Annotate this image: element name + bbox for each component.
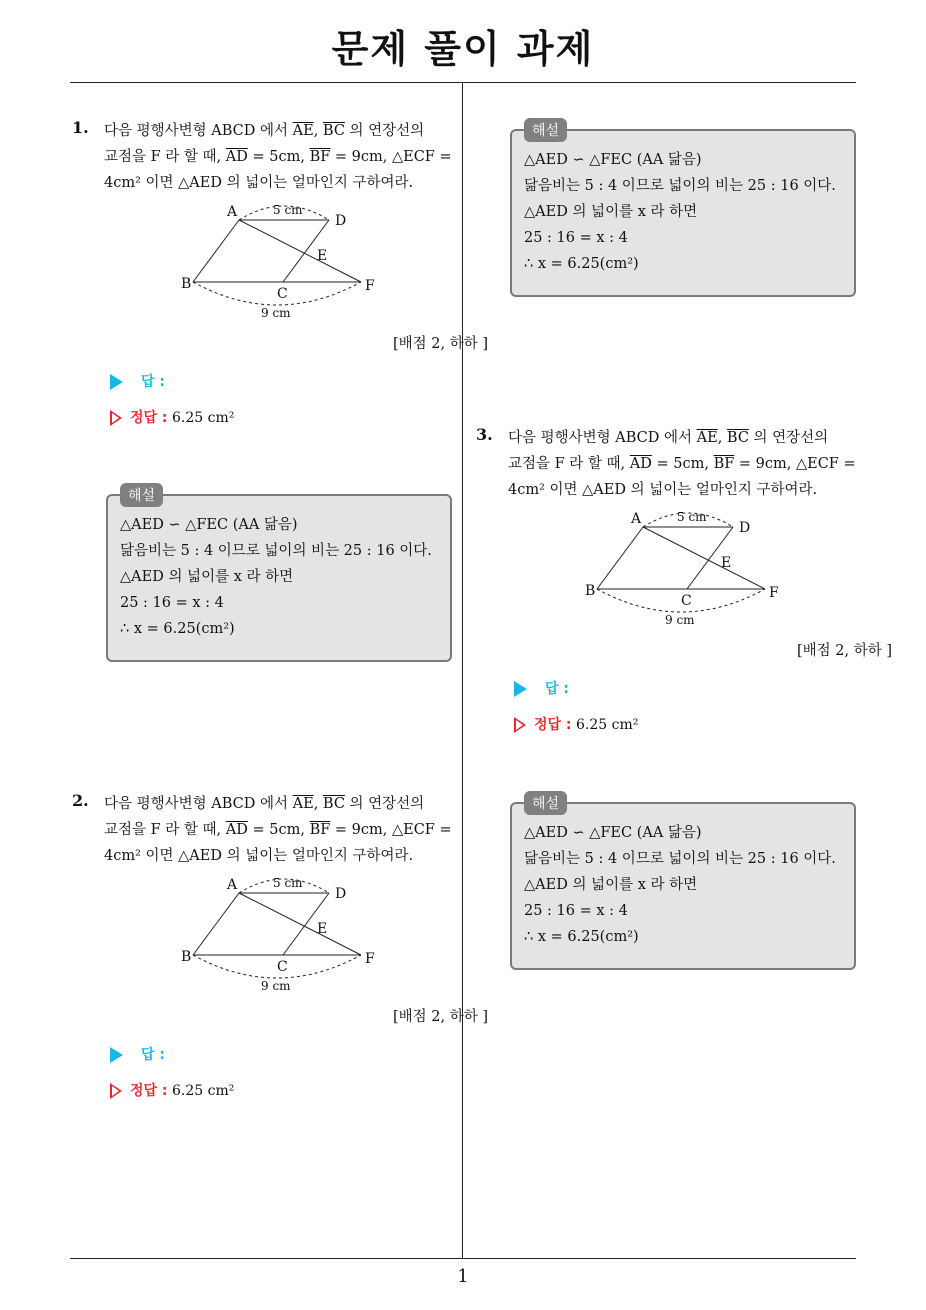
hollow-triangle-icon: [110, 410, 122, 426]
label-b: B: [181, 276, 192, 292]
problem-3: [476, 425, 892, 734]
parallelogram-figure: [585, 503, 815, 633]
solution-line: ∴ x = 6.25(cm²): [524, 929, 639, 945]
top-divider: [70, 82, 856, 83]
solution-line: △AED ∽ △FEC (AA 닮음): [524, 825, 702, 841]
label-f: F: [365, 278, 375, 294]
solution-line: △AED 의 넓이를 x 라 하면: [120, 569, 294, 585]
parallelogram-figure: [181, 869, 411, 999]
label-b: B: [585, 583, 596, 599]
correct-answer: 정답 : 6.25 cm²: [104, 407, 488, 427]
problem-number: 2.: [72, 791, 89, 810]
problem-meta: [배점 2, 하하 ]: [392, 1009, 488, 1025]
label-d: D: [335, 886, 347, 902]
solution-line: 25 : 16 = x : 4: [120, 595, 224, 611]
label-a: A: [631, 511, 642, 527]
play-arrow-icon: [110, 374, 123, 390]
parallelogram-figure: [181, 196, 411, 326]
correct-answer: 정답 : 6.25 cm²: [508, 714, 892, 734]
label-bottom-length: 9 cm: [261, 979, 291, 993]
label-e: E: [317, 921, 328, 937]
label-d: D: [739, 520, 751, 536]
hollow-triangle-icon: [110, 1083, 122, 1099]
solution-line: 닮음비는 5 : 4 이므로 넓이의 비는 25 : 16 이다.: [524, 178, 836, 194]
label-a: A: [227, 204, 238, 220]
label-top-length: 5 cm: [677, 510, 707, 524]
label-f: F: [769, 585, 779, 601]
solution-box: [510, 123, 856, 297]
solution-line: △AED 의 넓이를 x 라 하면: [524, 877, 698, 893]
problem-number: 3.: [476, 425, 493, 444]
answer-line: 답 :: [104, 1044, 488, 1064]
problem-meta: [배점 2, 하하 ]: [392, 336, 488, 352]
solution-tag: 해설: [120, 483, 163, 507]
solution-box: [106, 488, 452, 662]
label-bottom-length: 9 cm: [261, 306, 291, 320]
solution-tag: 해설: [524, 791, 567, 815]
solution-line: 닮음비는 5 : 4 이므로 넓이의 비는 25 : 16 이다.: [120, 543, 432, 559]
page-title: 문제 풀이 과제: [331, 27, 595, 71]
label-a: A: [227, 877, 238, 893]
problem-text: 다음 평행사변형 ABCD 에서 $\overline{AE}$, $\overline{BC}$ 의 연장선의 교점을 F 라 할 때, $\overline{AD} = 5cm$, $\overline{BF} = 9cm$, △ECF = 4cm² 이면 △AED 의 넓이는 얼마인지 구하여라.: [508, 430, 856, 498]
solution-line: 25 : 16 = x : 4: [524, 903, 628, 919]
answer-line: 답 :: [508, 678, 892, 698]
label-e: E: [721, 555, 732, 571]
problem-meta: [배점 2, 하하 ]: [796, 643, 892, 659]
label-e: E: [317, 248, 328, 264]
label-c: C: [277, 286, 288, 302]
solution-line: ∴ x = 6.25(cm²): [120, 621, 235, 637]
solution-box: [510, 796, 856, 970]
label-bottom-length: 9 cm: [665, 613, 695, 627]
solution-line: 닮음비는 5 : 4 이므로 넓이의 비는 25 : 16 이다.: [524, 851, 836, 867]
label-top-length: 5 cm: [273, 203, 303, 217]
label-f: F: [365, 951, 375, 967]
label-top-length: 5 cm: [273, 876, 303, 890]
solution-line: △AED ∽ △FEC (AA 닮음): [120, 517, 298, 533]
label-c: C: [681, 593, 692, 609]
play-arrow-icon: [110, 1047, 123, 1063]
label-d: D: [335, 213, 347, 229]
hollow-triangle-icon: [514, 717, 526, 733]
solution-line: △AED ∽ △FEC (AA 닮음): [524, 152, 702, 168]
bottom-divider: [70, 1258, 856, 1259]
correct-answer: 정답 : 6.25 cm²: [104, 1080, 488, 1100]
solution-line: △AED 의 넓이를 x 라 하면: [524, 204, 698, 220]
solution-tag: 해설: [524, 118, 567, 142]
problem-text: 다음 평행사변형 ABCD 에서 $\overline{AE}$, $\overline{BC}$ 의 연장선의 교점을 F 라 할 때, $\overline{AD} = 5cm$, $\overline{BF} = 9cm$, △ECF = 4cm² 이면 △AED 의 넓이는 얼마인지 구하여라.: [104, 123, 452, 191]
problem-2: [72, 791, 488, 1100]
label-c: C: [277, 959, 288, 975]
solution-line: ∴ x = 6.25(cm²): [524, 256, 639, 272]
page-number: 1: [457, 1266, 469, 1287]
problem-number: 1.: [72, 118, 89, 137]
answer-line: 답 :: [104, 371, 488, 391]
play-arrow-icon: [514, 681, 527, 697]
problem-1: [72, 118, 488, 427]
solution-line: 25 : 16 = x : 4: [524, 230, 628, 246]
problem-text: 다음 평행사변형 ABCD 에서 $\overline{AE}$, $\overline{BC}$ 의 연장선의 교점을 F 라 할 때, $\overline{AD} = 5cm$, $\overline{BF} = 9cm$, △ECF = 4cm² 이면 △AED 의 넓이는 얼마인지 구하여라.: [104, 796, 452, 864]
label-b: B: [181, 949, 192, 965]
